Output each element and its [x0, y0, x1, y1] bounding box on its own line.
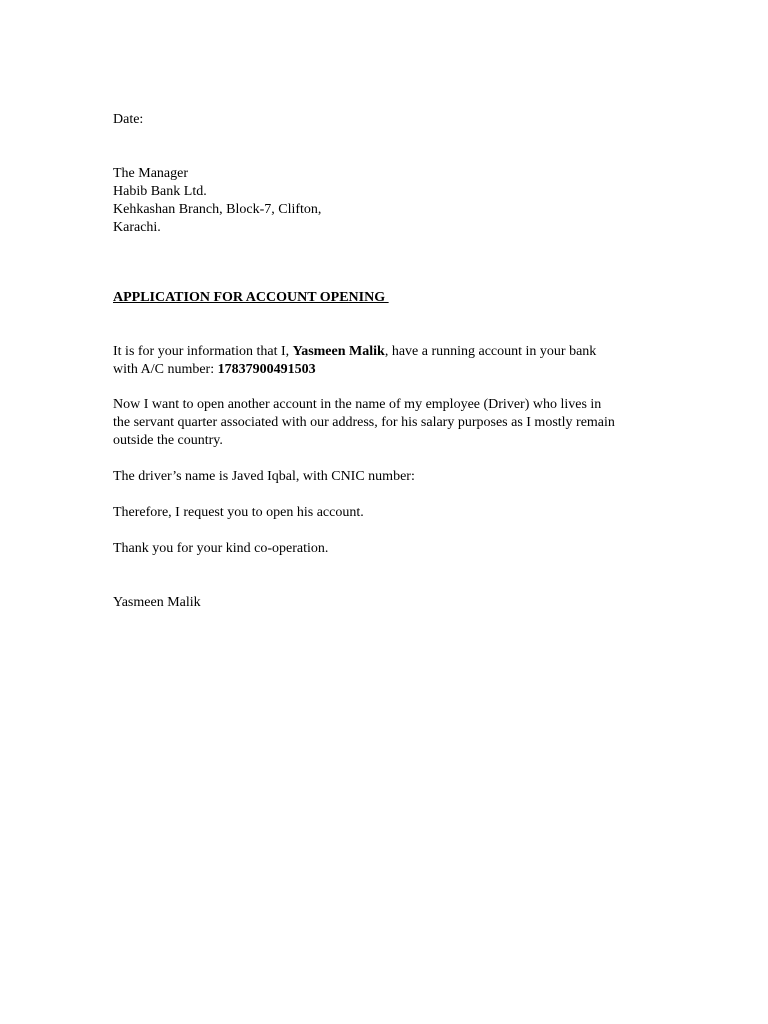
recipient-address	[113, 165, 673, 237]
account-holder-name: Yasmeen Malik	[292, 344, 385, 359]
date-label: Date:	[113, 112, 144, 127]
paragraph-request: Therefore, I request you to open his account.	[113, 505, 364, 520]
paragraph-driver-info: The driver’s name is Javed Iqbal, with CNIC number:	[113, 469, 415, 484]
recipient-title: The Manager	[113, 166, 189, 181]
subject-heading: APPLICATION FOR ACCOUNT OPENING	[113, 290, 389, 305]
recipient-city: Karachi.	[113, 220, 161, 235]
recipient-branch: Kehkashan Branch, Block-7, Clifton,	[113, 202, 322, 217]
recipient-bank: Habib Bank Ltd.	[113, 184, 207, 199]
paragraph-request-details: Now I want to open another account in the name of my employee (Driver) who lives in the servant quarter associated with our address, for his salary purposes as I mostly remain outside the country.	[113, 397, 615, 448]
paragraph-account-info: It is for your information that I, Yasmeen Malik, have a running account in your bank with A/C number: 17837900491503	[113, 344, 597, 377]
signature: Yasmeen Malik	[113, 595, 201, 610]
account-number: 17837900491503	[217, 362, 316, 377]
paragraph-thanks: Thank you for your kind co-operation.	[113, 541, 329, 556]
